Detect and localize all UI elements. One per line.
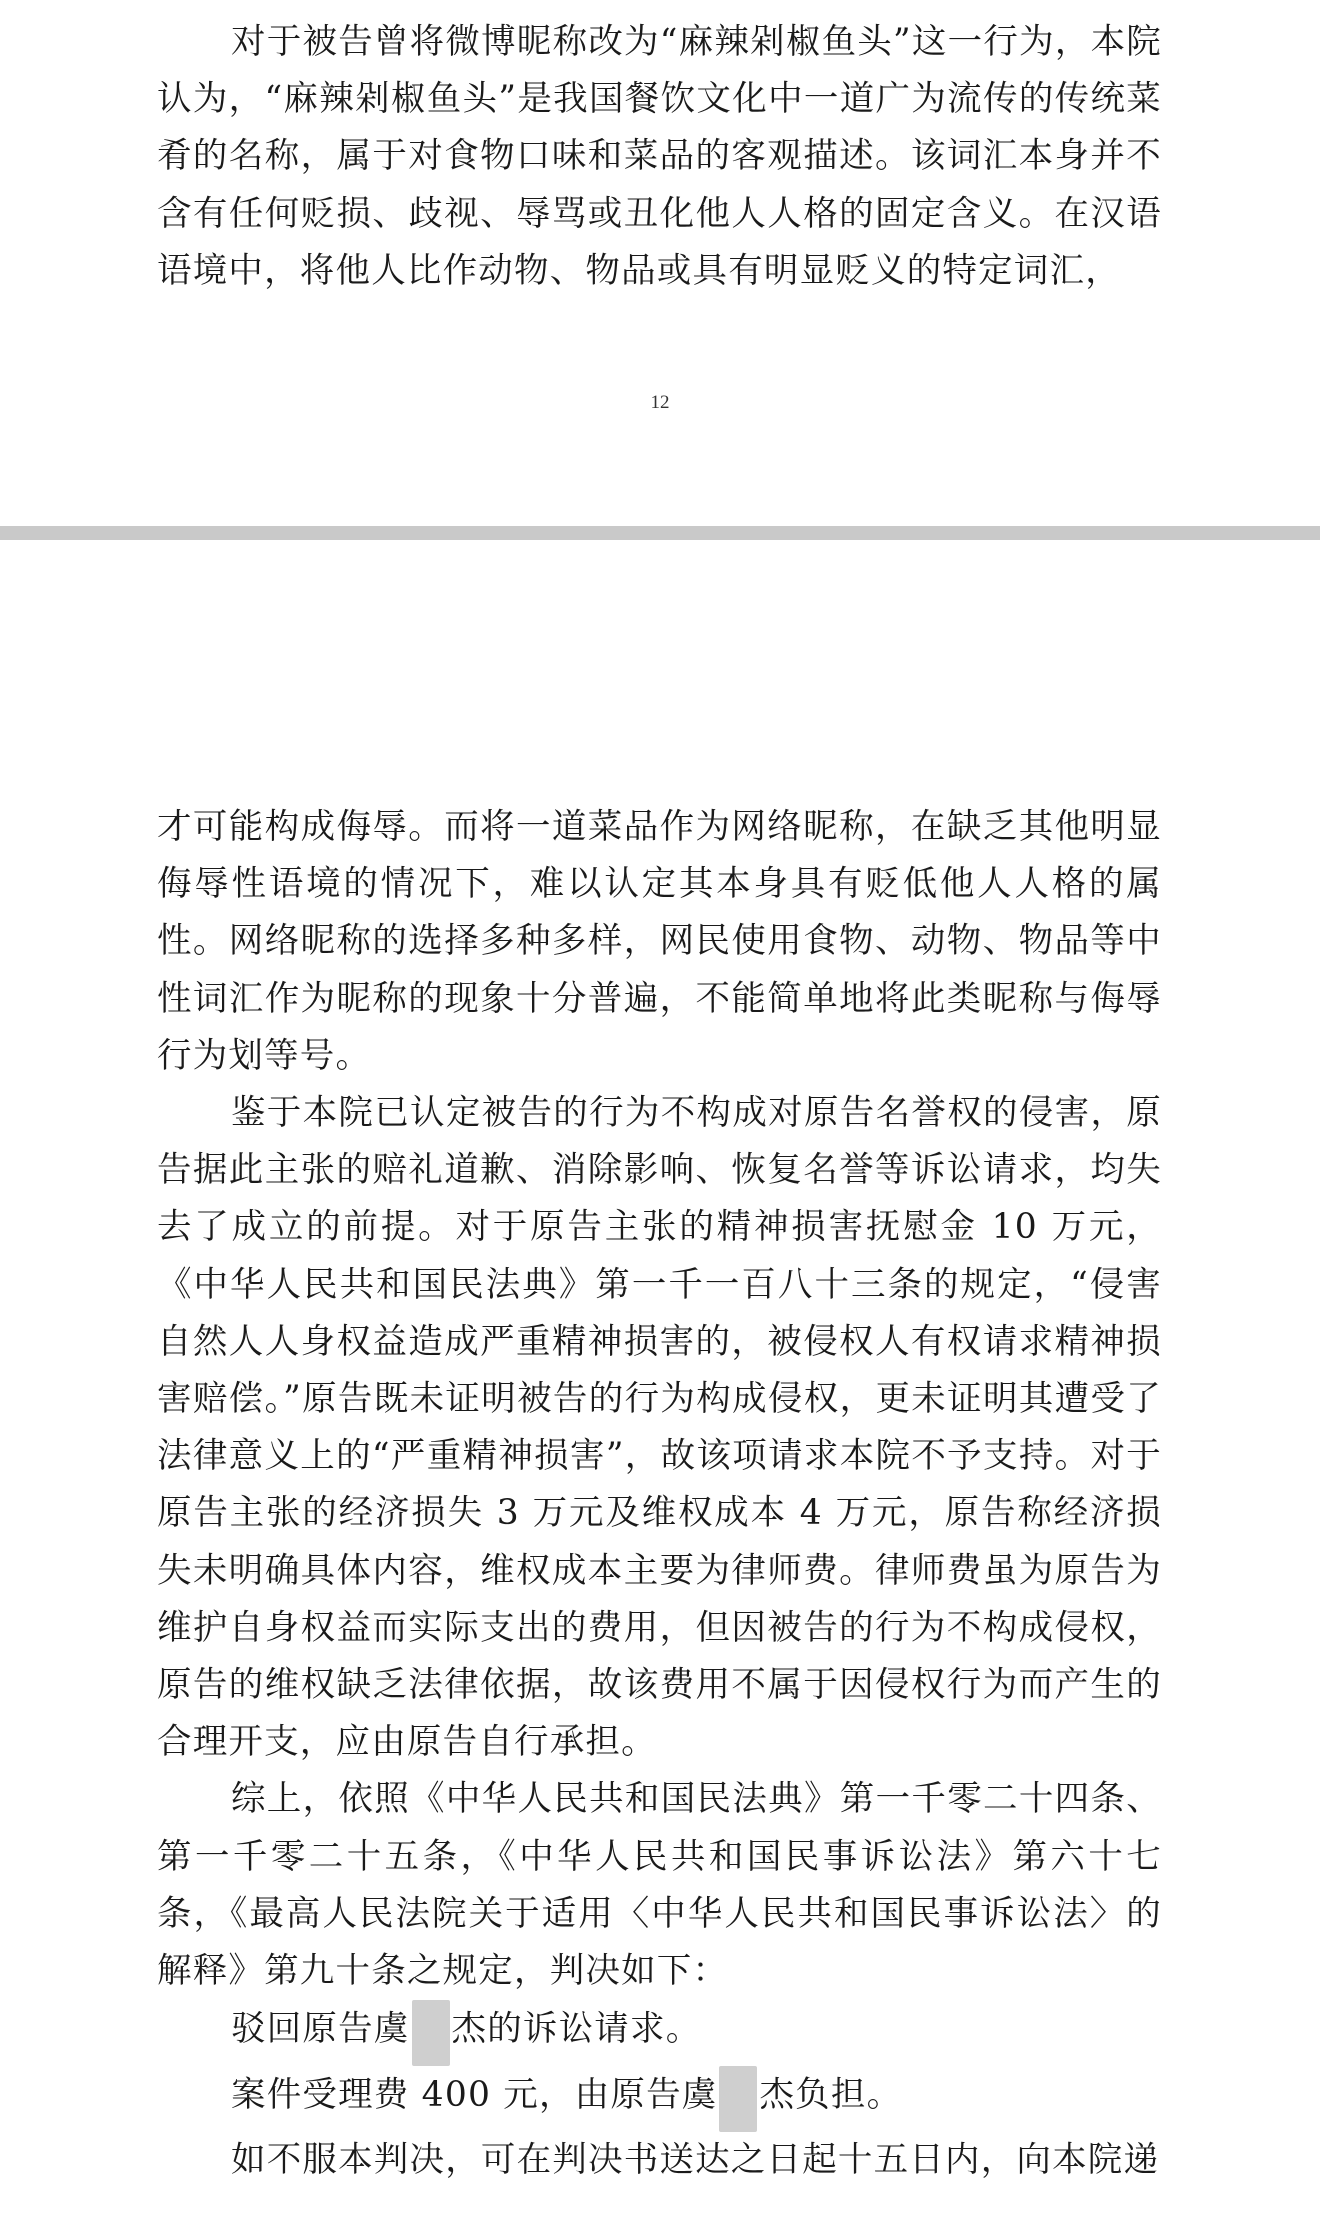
paragraph-continuation: 才可能构成侮辱。而将一道菜品作为网络昵称，在缺乏其他明显侮辱性语境的情况下，难以认定其本身具有贬低他人人格的属性。网络昵称的选择多种多样，网民使用食物、动物、物品等中性词汇作为昵称的现象十分普遍，不能简单地将此类昵称与侮辱行为划等号。 <box>157 807 1162 1076</box>
judgment-1-text-before: 驳回原告虞 <box>231 2009 410 2050</box>
redaction-block <box>719 2066 757 2132</box>
paragraph-legal-basis: 综上，依照《中华人民共和国民法典》第一千零二十四条、第一千零二十五条，《中华人民共和国民事诉讼法》第六十七条，《最高人民法院关于适用〈中华人民共和国民事诉讼法〉的解释》第九十条之规定，判决如下： <box>157 1779 1162 1992</box>
cut-off-text-line <box>200 0 530 8</box>
paragraph-claims-rejected: 鉴于本院已认定被告的行为不构成对原告名誉权的侵害，原告据此主张的赔礼道歉、消除影响、恢复名誉等诉讼请求，均失去了成立的前提。对于原告主张的精神损害抚慰金 10 万元，《中华人民共和国民法典》第一千一百八十三条的规定，“侵害自然人人身权益造成严重精神损害的，被侵权人有权请求精神损害赔偿。”原告既未证明被告的行为构成侵权，更未证明其遭受了法律意义上的“严重精神损害”，故该项请求本院不予支持。对于原告主张的经济损失 3 万元及维权成本 4 万元，原告称经济损失未明确具体内容，维权成本主要为律师费。律师费虽为原告为维护自身权益而实际支出的费用，但因被告的行为不构成侵权，原告的维权缺乏法律依据，故该费用不属于因侵权行为而产生的合理开支，应由原告自行承担。 <box>157 1093 1162 1763</box>
page-separator <box>0 526 1320 540</box>
paragraph-judgment-1 <box>157 2000 1162 2066</box>
text-block-bottom <box>157 799 1162 2189</box>
judgment-2-text-before: 案件受理费 400 元，由原告虞 <box>231 2075 718 2116</box>
page-number: 12 <box>650 392 670 413</box>
redaction-block <box>412 2000 450 2066</box>
document-page-top <box>0 0 1320 528</box>
judgment-1-text-after: 杰的诉讼请求。 <box>451 2009 702 2050</box>
paragraph-appeal-notice: 如不服本判决，可在判决书送达之日起十五日内，向本院递 <box>231 2140 1160 2181</box>
judgment-2-text-after: 杰负担。 <box>759 2075 903 2116</box>
text-block-top <box>157 14 1162 300</box>
paragraph-nickname-analysis: 对于被告曾将微博昵称改为“麻辣剁椒鱼头”这一行为，本院认为，“麻辣剁椒鱼头”是我国餐饮文化中一道广为流传的传统菜肴的名称，属于对食物口味和菜品的客观描述。该词汇本身并不含有任何贬损、歧视、辱骂或丑化他人人格的固定含义。在汉语语境中，将他人比作动物、物品或具有明显贬义的特定词汇， <box>157 22 1162 291</box>
paragraph-judgment-2 <box>157 2066 1162 2132</box>
